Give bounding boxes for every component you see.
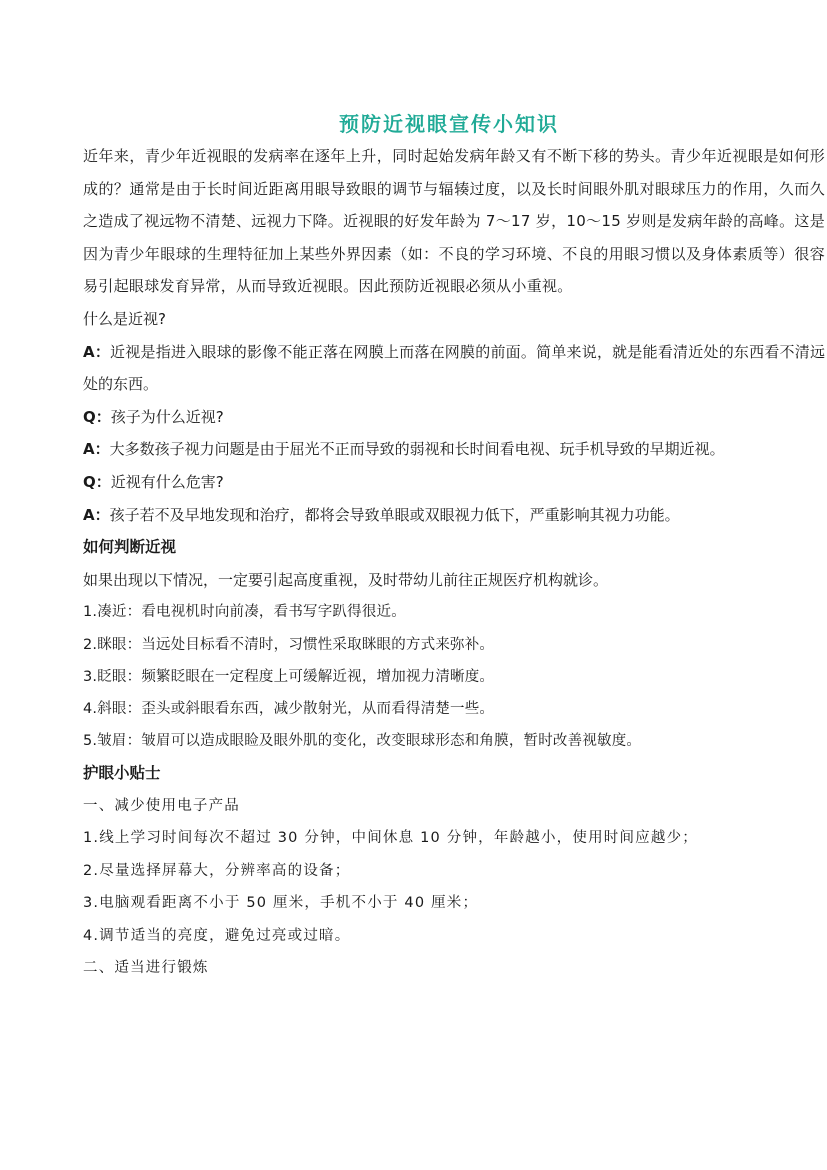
qa-list <box>83 336 825 532</box>
qa-text: 大多数孩子视力问题是由于屈光不正而导致的弱视和长时间看电视、玩手机导致的早期近视。 <box>109 440 725 459</box>
qa-item <box>83 336 825 401</box>
qa-item <box>83 433 825 466</box>
qa-text: 近视是指进入眼球的影像不能正落在网膜上而落在网膜的前面。简单来说，就是能看清近处的东西看不清远处的东西。 <box>83 342 825 394</box>
qa-prefix: Q： <box>83 472 111 491</box>
document-title: 预防近视眼宣传小知识 <box>339 112 559 136</box>
judge-item: 1.凑近：看电视机时向前凑，看书写字趴得很近。 <box>83 604 406 621</box>
judge-heading: 如何判断近视 <box>83 538 177 557</box>
qa-item <box>83 466 825 499</box>
tip-item: 4.调节适当的亮度，避免过亮或过暗。 <box>83 927 351 944</box>
judge-item: 3.眨眼：频繁眨眼在一定程度上可缓解近视，增加视力清晰度。 <box>83 668 495 685</box>
tips-section-title: 二、适当进行锻炼 <box>83 959 209 976</box>
qa-text: 孩子为什么近视? <box>110 407 224 426</box>
qa-item <box>83 401 825 434</box>
document-page <box>83 108 825 984</box>
qa-text: 孩子若不及早地发现和治疗，都将会导致单眼或双眼视力低下，严重影响其视力功能。 <box>109 505 680 524</box>
qa-prefix: Q： <box>83 407 111 426</box>
judge-item: 4.斜眼：歪头或斜眼看东西，减少散射光，从而看得清楚一些。 <box>83 700 495 717</box>
tip-item: 3.电脑观看距离不小于 50 厘米，手机不小于 40 厘米； <box>83 895 479 912</box>
judge-item: 2.眯眼：当远处目标看不清时，习惯性采取眯眼的方式来弥补。 <box>83 636 495 653</box>
judge-intro: 如果出现以下情况，一定要引起高度重视，及时带幼儿前往正规医疗机构就诊。 <box>83 570 609 589</box>
judge-list <box>83 596 825 757</box>
qa-prefix: A： <box>83 440 110 459</box>
tip-item: 1.线上学习时间每次不超过 30 分钟，中间休息 10 分钟，年龄越小，使用时间应越少； <box>83 830 698 847</box>
tip-item: 2.尽量选择屏幕大，分辨率高的设备； <box>83 862 351 879</box>
tips-section-title: 一、减少使用电子产品 <box>83 797 240 814</box>
qa-prefix: A： <box>83 505 110 524</box>
qa-text: 近视有什么危害? <box>110 472 224 491</box>
qa-item <box>83 499 825 532</box>
what-is-myopia-heading: 什么是近视? <box>83 309 166 328</box>
qa-prefix: A： <box>83 342 111 361</box>
judge-item: 5.皱眉：皱眉可以造成眼睑及眼外肌的变化，改变眼球形态和角膜，暂时改善视敏度。 <box>83 733 642 750</box>
intro-paragraph: 近年来，青少年近视眼的发病率在逐年上升，同时起始发病年龄又有不断下移的势头。青少年近视眼是如何形成的？通常是由于长时间近距离用眼导致眼的调节与辐辏过度，以及长时间眼外肌对眼球压力的作用，久而久之造成了视远物不清楚、远视力下降。近视眼的好发年龄为 7～17 岁，10～15 岁则是发病年龄的高峰。这是因为青少年眼球的生理特征加上某些外界因素（如：不良的学习环境、不良的用眼习惯以及身体素质等）很容易引起眼球发育异常，从而导致近视眼。因此预防近视眼必须从小重视。 <box>83 147 826 296</box>
tips-list <box>83 822 825 952</box>
tips-heading: 护眼小贴士 <box>83 764 161 783</box>
